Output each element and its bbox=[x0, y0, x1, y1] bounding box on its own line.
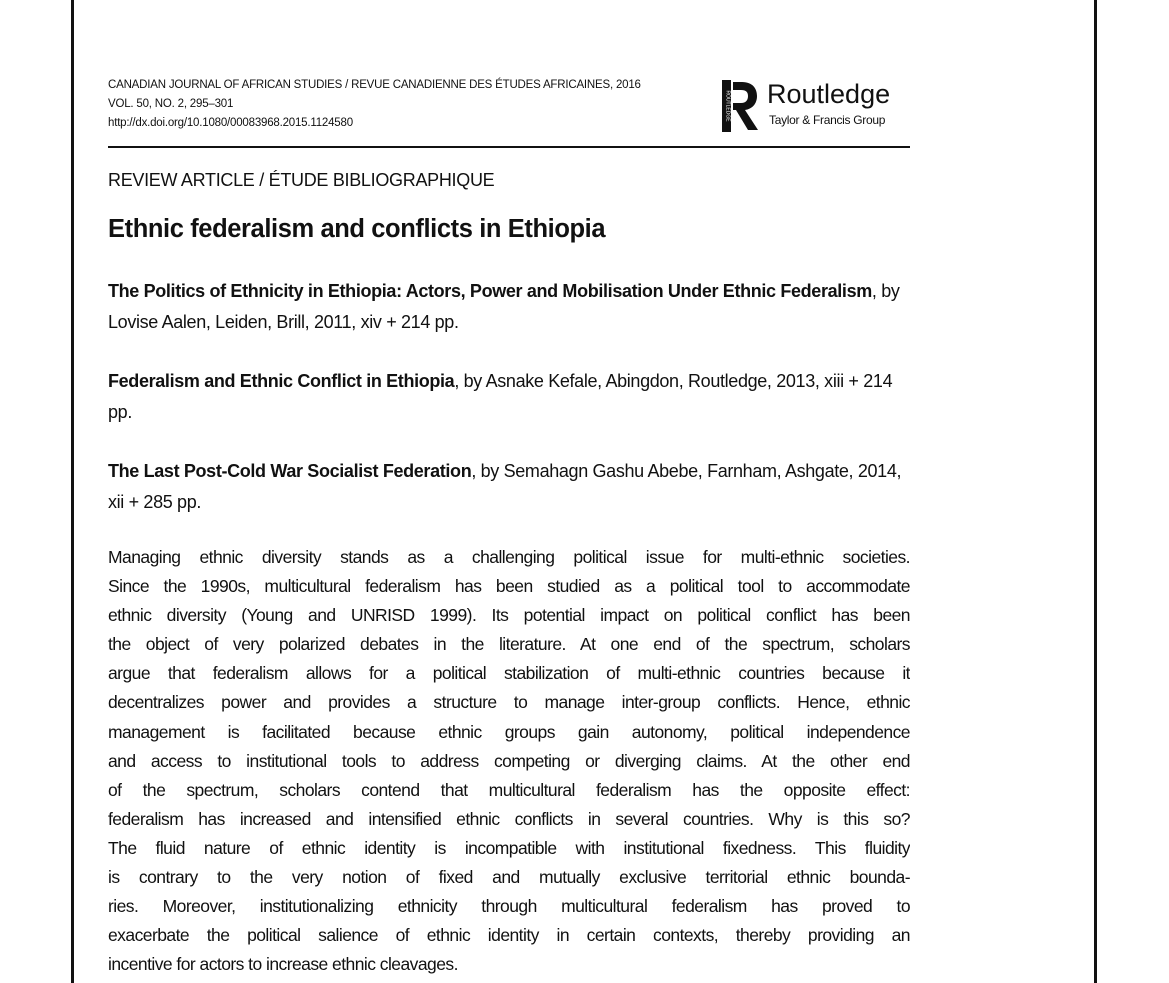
body-line: argue that federalism allows for a political stabilization of multi-ethnic countries because it bbox=[108, 663, 910, 684]
body-line: decentralizes power and provides a structure to manage inter-group conflicts. Hence, ethnic bbox=[108, 692, 910, 713]
body-line: incentive for actors to increase ethnic cleavages. bbox=[108, 954, 458, 975]
body-paragraph bbox=[108, 543, 910, 979]
body-line: Managing ethnic diversity stands as a challenging political issue for multi-ethnic societies. bbox=[108, 547, 910, 567]
logo-vertical-text: ROUTLEDGE bbox=[724, 90, 731, 122]
body-line: and access to institutional tools to address competing or diverging claims. At the other end bbox=[108, 750, 910, 771]
section-label: REVIEW ARTICLE / ÉTUDE BIBLIOGRAPHIQUE bbox=[108, 170, 495, 190]
body-line: the object of very polarized debates in the literature. At one end of the spectrum, scholars bbox=[108, 634, 910, 655]
publisher-logo bbox=[722, 76, 912, 134]
publisher-group: Taylor & Francis Group bbox=[769, 113, 886, 127]
book-title: The Politics of Ethnicity in Ethiopia: Actors, Power and Mobilisation Under Ethnic Federalism bbox=[108, 281, 872, 301]
body-line: management is facilitated because ethnic groups gain autonomy, political independence bbox=[108, 721, 910, 742]
article-title: Ethnic federalism and conflicts in Ethiopia bbox=[108, 215, 606, 243]
review-entry bbox=[108, 456, 918, 518]
book-details: , by Asnake Kefale, Abingdon, Routledge, 2013, xiii + 214 pp. bbox=[108, 371, 893, 422]
review-entry bbox=[108, 366, 918, 428]
book-title: Federalism and Ethnic Conflict in Ethiopia bbox=[108, 371, 455, 391]
header-divider bbox=[108, 146, 910, 148]
body-line: ries. Moreover, institutionalizing ethnicity through multicultural federalism has proved to bbox=[108, 896, 910, 917]
body-line: ethnic diversity (Young and UNRISD 1999). Its potential impact on political conflict has been bbox=[108, 605, 910, 626]
body-line: of the spectrum, scholars contend that multicultural federalism has the opposite effect: bbox=[108, 779, 910, 800]
routledge-logo-icon bbox=[722, 80, 758, 132]
journal-name: CANADIAN JOURNAL OF AFRICAN STUDIES / REVUE CANADIENNE DES ÉTUDES AFRICAINES, 2016 bbox=[108, 79, 641, 91]
book-details: , by Lovise Aalen, Leiden, Brill, 2011, xiv + 214 pp. bbox=[108, 281, 900, 332]
publisher-name: Routledge bbox=[767, 79, 891, 109]
body-line: is contrary to the very notion of fixed and mutually exclusive territorial ethnic bounda- bbox=[108, 867, 910, 888]
review-entry bbox=[108, 276, 918, 338]
body-line: federalism has increased and intensified ethnic conflicts in several countries. Why is this so? bbox=[108, 808, 910, 829]
book-title: The Last Post-Cold War Socialist Federation bbox=[108, 461, 472, 481]
doi-link[interactable]: http://dx.doi.org/10.1080/00083968.2015.1124580 bbox=[108, 117, 353, 129]
page-border-right bbox=[1094, 0, 1097, 983]
book-details: , by Semahagn Gashu Abebe, Farnham, Ashgate, 2014, xii + 285 pp. bbox=[108, 461, 902, 512]
body-line: Since the 1990s, multicultural federalism has been studied as a political tool to accommodate bbox=[108, 576, 910, 597]
body-line: exacerbate the political salience of ethnic identity in certain contexts, thereby providing an bbox=[108, 925, 910, 946]
volume-info: VOL. 50, NO. 2, 295–301 bbox=[108, 98, 234, 110]
body-line: The fluid nature of ethnic identity is incompatible with institutional fixedness. This fluidity bbox=[108, 837, 910, 858]
